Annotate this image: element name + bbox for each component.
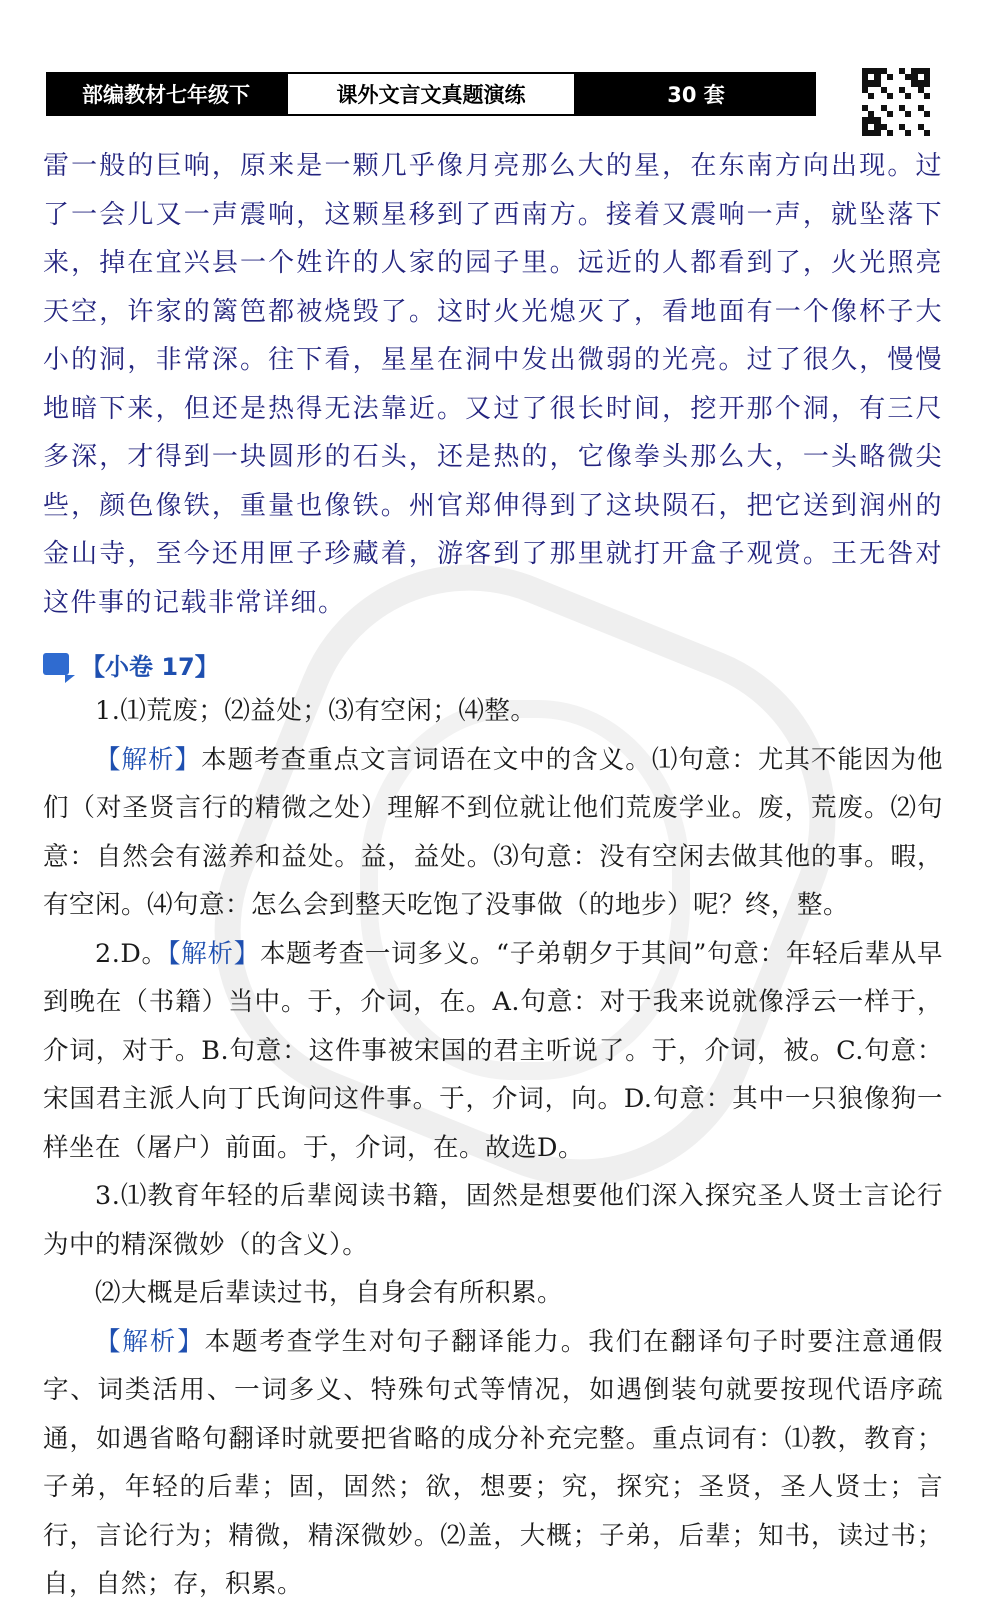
header-grade: 部编教材七年级下 <box>46 72 286 116</box>
analysis-tag: 【解析】 <box>167 938 260 969</box>
analysis-text: 本题考查重点文言词语在文中的含义。⑴句意：尤其不能因为他们（对圣贤言行的精微之处）理解不到位就让他们荒废学业。废，荒废。⑵句意：自然会有滋养和益处。益，益处。⑶句意：没有空闲去做其他的事。暇，有空闲。⑷句意：怎么会到整天吃饱了没事做（的地步）呢？终，整。 <box>43 744 943 920</box>
page-content <box>43 142 943 1609</box>
answer-3-explanation <box>43 1318 943 1609</box>
answer-1: 1.⑴荒废；⑵益处；⑶有空闲；⑷整。 <box>95 696 537 726</box>
analysis-tag: 【解析】 <box>95 744 202 775</box>
page-header <box>46 72 816 116</box>
analysis-tag: 【解析】 <box>95 1326 205 1357</box>
answer-3-part-1: 3.⑴教育年轻的后辈阅读书籍，固然是想要他们深入探究圣人贤士言论行为中的精深微妙（的含义）。 <box>43 1181 943 1260</box>
header-title: 课外文言文真题演练 <box>286 72 576 116</box>
answer-3-part-2: ⑵大概是后辈读过书，自身会有所积累。 <box>95 1278 564 1308</box>
answers-block <box>43 687 943 1609</box>
flag-icon <box>43 653 69 675</box>
analysis-text: 本题考查学生对句子翻译能力。我们在翻译句子时要注意通假字、词类活用、一词多义、特殊句式等情况，如遇倒装句就要按现代语序疏通，如遇省略句翻译时就要把省略的成分补充完整。重点词有：⑴教，教育；子弟，年轻的后辈；固，固然；欲，想要；究，探究；圣贤，圣人贤士；言行，言论行为；精微，精深微妙。⑵盖，大概；子弟，后辈；知书，读过书；自，自然；存，积累。 <box>43 1326 943 1599</box>
section-title: 【小卷 17】 <box>81 652 219 681</box>
answer-2-number: 2.D。 <box>95 938 168 969</box>
header-count: 30 套 <box>576 72 816 116</box>
translation-block <box>43 142 943 627</box>
qr-code-icon <box>862 68 930 136</box>
answer-1-explanation <box>43 736 943 930</box>
section-heading <box>43 641 943 687</box>
answer-2 <box>43 930 943 1173</box>
translation-paragraph: 雷一般的巨响，原来是一颗几乎像月亮那么大的星，在东南方向出现。过了一会儿又一声震响，这颗星移到了西南方。接着又震响一声，就坠落下来，掉在宜兴县一个姓许的人家的园子里。远近的人都看到了，火光照亮天空，许家的篱笆都被烧毁了。这时火光熄灭了，看地面有一个像杯子大小的洞，非常深。往下看，星星在洞中发出微弱的光亮。过了很久，慢慢地暗下来，但还是热得无法靠近。又过了很长时间，挖开那个洞，有三尺多深，才得到一块圆形的石头，还是热的，它像拳头那么大，一头略微尖些，颜色像铁，重量也像铁。州官郑伸得到了这块陨石，把它送到润州的金山寺，至今还用匣子珍藏着，游客到了那里就打开盒子观赏。王无咎对这件事的记载非常详细。 <box>43 151 943 618</box>
analysis-text: 本题考查一词多义。“子弟朝夕于其间”句意：年轻后辈从早到晚在（书籍）当中。于，介词，在。A.句意：对于我来说就像浮云一样于，介词，对于。B.句意：这件事被宋国的君主听说了。于，介词，被。C.句意：宋国君主派人向丁氏询问这件事。于，介词，向。D.句意：其中一只狼像狗一样坐在（屠户）前面。于，介词，在。故选D。 <box>43 938 944 1163</box>
